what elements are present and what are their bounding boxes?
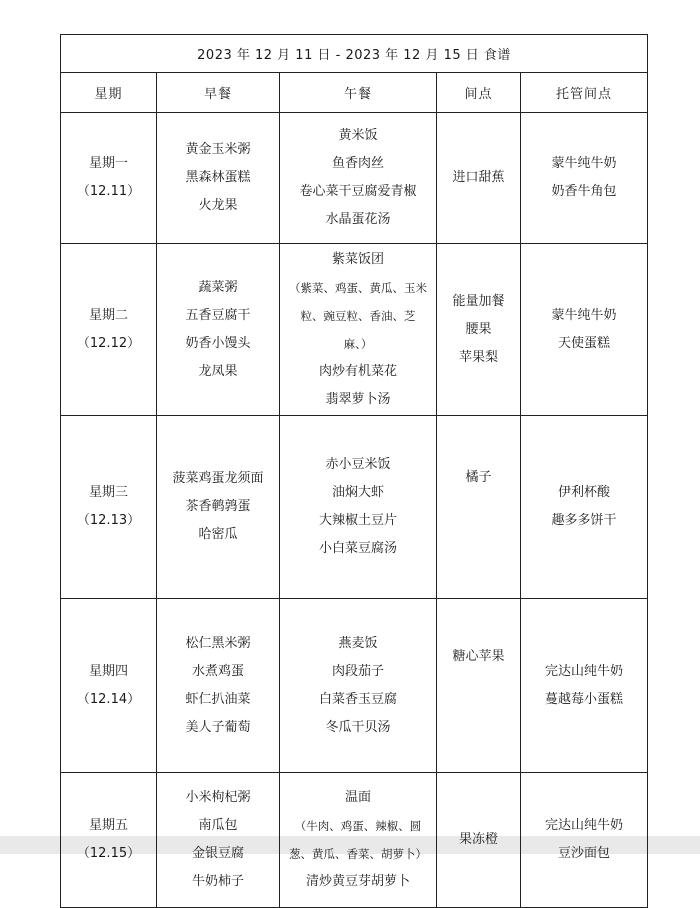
menu-item: 菠菜鸡蛋龙须面: [172, 471, 264, 486]
day-cell: [61, 773, 157, 908]
day-date: （12.13）: [76, 513, 141, 528]
table-row: [61, 244, 648, 416]
day-name: 星期三: [88, 485, 128, 500]
menu-table: [60, 34, 648, 908]
menu-item: 肉段茄子: [331, 663, 384, 679]
header-weekday: 星期: [61, 73, 157, 113]
menu-item: 小白菜豆腐汤: [318, 541, 397, 556]
lunch-cell: [280, 773, 437, 908]
day-cell: [61, 599, 157, 773]
menu-item: 蔬菜粥: [198, 279, 238, 295]
snack-cell: [437, 416, 521, 599]
menu-item: 奶香牛角包: [551, 184, 617, 199]
menu-item: 蒙牛纯牛奶: [551, 307, 617, 323]
table-row: [61, 773, 648, 908]
menu-item: 火龙果: [198, 198, 238, 213]
menu-item: 奶香小馒头: [185, 335, 251, 351]
menu-item: 豆沙面包: [558, 846, 611, 861]
menu-item: 水煮鸡蛋: [191, 663, 244, 679]
menu-item: 蒙牛纯牛奶: [551, 156, 617, 171]
care-snack-cell: [521, 244, 648, 416]
menu-item: 完达山纯牛奶: [545, 818, 624, 833]
day-name: 星期五: [88, 818, 128, 833]
menu-item: 鱼香肉丝: [331, 156, 384, 171]
table-row: [61, 113, 648, 244]
day-name: 星期四: [88, 663, 128, 679]
table-row: [61, 416, 648, 599]
care-snack-cell: [521, 773, 648, 908]
menu-item: 卷心菜干豆腐爱青椒: [299, 184, 417, 199]
menu-item: 麻、）: [343, 336, 373, 351]
snack-cell: [437, 599, 521, 773]
menu-item: 糖心苹果: [452, 649, 505, 664]
menu-item: 肉炒有机菜花: [318, 363, 397, 379]
breakfast-cell: [157, 244, 280, 416]
menu-item: 小米枸杞粥: [185, 790, 251, 805]
menu-item: 龙凤果: [198, 363, 238, 379]
lunch-cell: [280, 416, 437, 599]
header-breakfast: 早餐: [157, 73, 280, 113]
lunch-cell: [280, 244, 437, 416]
menu-item: 翡翠萝卜汤: [325, 391, 391, 407]
breakfast-cell: [157, 113, 280, 244]
lunch-cell: [280, 113, 437, 244]
menu-item: 美人子葡萄: [185, 719, 251, 735]
menu-item: 完达山纯牛奶: [545, 663, 624, 679]
menu-item: 伊利杯酸: [558, 485, 611, 500]
day-date: （12.12）: [76, 335, 141, 351]
menu-item: 水晶蛋花汤: [325, 212, 391, 227]
menu-item: 白菜香玉豆腐: [318, 691, 397, 707]
day-name: 星期一: [88, 156, 128, 171]
menu-item: 冬瓜干贝汤: [325, 719, 391, 735]
menu-item: 趣多多饼干: [551, 513, 617, 528]
menu-item: 黄米饭: [338, 128, 378, 143]
menu-item: 黄金玉米粥: [185, 142, 251, 157]
day-date: （12.14）: [76, 691, 141, 707]
snack-cell: [437, 113, 521, 244]
menu-item: 蔓越莓小蛋糕: [545, 691, 624, 707]
day-cell: [61, 244, 157, 416]
breakfast-cell: [157, 773, 280, 908]
menu-item: 燕麦饭: [338, 635, 378, 651]
snack-cell: [437, 244, 521, 416]
care-snack-cell: [521, 599, 648, 773]
day-cell: [61, 113, 157, 244]
table-title: 2023 年 12 月 11 日 - 2023 年 12 月 15 日 食谱: [61, 35, 648, 73]
menu-item: 葱、黄瓜、香菜、胡萝卜）: [289, 847, 427, 861]
lunch-cell: [280, 599, 437, 773]
header-snack: 间点: [437, 73, 521, 113]
menu-item: 苹果梨: [458, 349, 498, 365]
table-row: [61, 599, 648, 773]
menu-item: 果冻橙: [458, 832, 498, 847]
day-date: （12.15）: [76, 846, 141, 861]
menu-item: 进口甜蕉: [452, 170, 505, 185]
breakfast-cell: [157, 599, 280, 773]
menu-item: 天使蛋糕: [558, 335, 611, 351]
menu-item: 南瓜包: [198, 818, 238, 833]
care-snack-cell: [521, 113, 648, 244]
menu-item: 大辣椒土豆片: [318, 513, 397, 528]
menu-item: 松仁黑米粥: [185, 635, 251, 651]
menu-item: 金银豆腐: [191, 846, 244, 861]
menu-item: 油焖大虾: [331, 485, 384, 500]
menu-item: 虾仁扒油菜: [185, 691, 251, 707]
breakfast-cell: [157, 416, 280, 599]
day-name: 星期二: [88, 307, 128, 323]
menu-item: 紫菜饭团: [331, 251, 384, 267]
menu-item: 五香豆腐干: [185, 307, 251, 323]
care-snack-cell: [521, 416, 648, 599]
menu-item: 赤小豆米饭: [325, 457, 391, 472]
menu-item: 清炒黄豆芽胡萝卜: [305, 874, 410, 889]
menu-item: 橘子: [465, 470, 492, 485]
menu-item: 粒、豌豆粒、香油、芝: [300, 308, 416, 323]
menu-item: 黑森林蛋糕: [185, 170, 251, 185]
day-date: （12.11）: [76, 184, 141, 199]
menu-item: 温面: [344, 790, 371, 805]
menu-item: 牛奶柿子: [191, 874, 244, 889]
day-cell: [61, 416, 157, 599]
menu-item: （紫菜、鸡蛋、黄瓜、玉米: [289, 280, 427, 295]
header-lunch: 午餐: [280, 73, 437, 113]
menu-item: 腰果: [465, 321, 492, 337]
header-care-snack: 托管间点: [521, 73, 648, 113]
menu-item: 茶香鹌鹑蛋: [185, 499, 251, 514]
menu-item: （牛肉、鸡蛋、辣椒、圆: [294, 819, 422, 833]
snack-cell: [437, 773, 521, 908]
menu-item: 能量加餐: [452, 293, 505, 309]
menu-item: 哈密瓜: [198, 527, 238, 542]
